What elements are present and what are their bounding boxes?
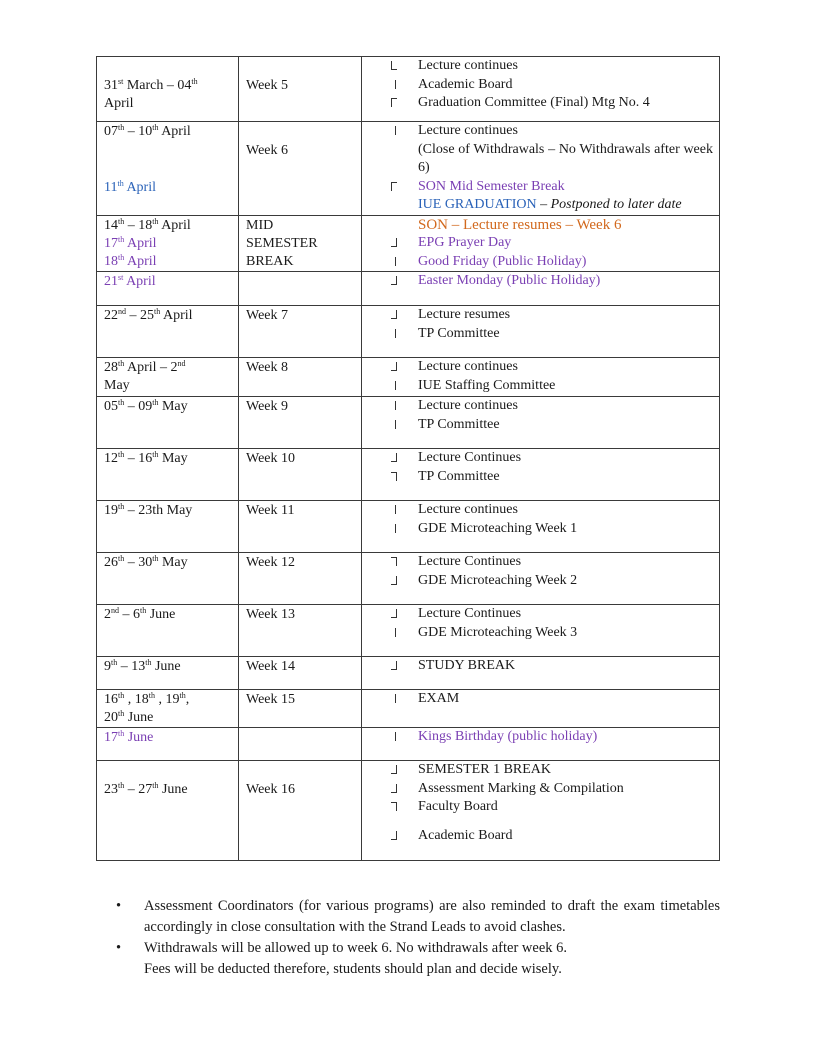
activity-item	[362, 234, 713, 253]
week-cell	[239, 657, 362, 690]
checkbox-icon	[395, 80, 401, 89]
schedule-row	[97, 272, 720, 306]
checkbox-icon	[391, 182, 397, 191]
activity-item	[362, 272, 713, 291]
activity-item	[362, 520, 713, 539]
date-cell	[97, 358, 239, 397]
week-text: Week 11	[246, 503, 295, 518]
checkbox-icon	[395, 381, 401, 390]
week-text: SEMESTER	[246, 235, 318, 251]
activity-item	[362, 501, 713, 520]
activity-text: TP Committee	[418, 325, 500, 341]
week-cell	[239, 358, 362, 397]
date-text: 11th April	[104, 179, 156, 195]
activity-item	[362, 306, 713, 325]
checkbox-icon	[391, 453, 397, 462]
activities-cell	[362, 57, 720, 122]
date-cell	[97, 449, 239, 501]
activity-text: SON – Lecture resumes – Week 6	[418, 216, 622, 233]
activity-item	[362, 657, 713, 676]
schedule-row	[97, 605, 720, 657]
activity-text: Lecture continues	[418, 398, 518, 413]
activity-item	[362, 416, 713, 435]
activity-item	[362, 57, 713, 76]
date-text: 14th – 18th April	[104, 216, 191, 233]
activity-item	[362, 178, 713, 197]
activity-text: Easter Monday (Public Holiday)	[418, 273, 601, 288]
date-cell	[97, 215, 239, 272]
activities-cell	[362, 657, 720, 690]
activity-item	[362, 377, 713, 396]
date-text: 26th – 30th May	[104, 554, 188, 570]
week-text: Week 15	[246, 692, 296, 707]
week-cell	[239, 690, 362, 728]
activity-text: Lecture continues	[418, 502, 518, 517]
note-item	[112, 896, 720, 938]
week-text: BREAK	[246, 253, 294, 269]
date-text: 18th April	[104, 252, 157, 269]
activity-text: Assessment Marking & Compilation	[418, 780, 624, 796]
activity-item	[362, 196, 713, 215]
activity-text: TP Committee	[418, 468, 500, 484]
activities-cell	[362, 272, 720, 306]
schedule-row	[97, 397, 720, 449]
checkbox-icon	[395, 628, 401, 637]
activity-text: EXAM	[418, 691, 460, 706]
date-text: 21st April	[104, 273, 156, 289]
checkbox-icon	[395, 329, 401, 338]
checkbox-icon	[391, 661, 397, 670]
date-cell	[97, 57, 239, 122]
checkbox-icon	[391, 831, 397, 840]
activities-cell	[362, 358, 720, 397]
activity-item	[362, 553, 713, 572]
schedule-row	[97, 761, 720, 861]
checkbox-icon	[391, 98, 397, 107]
date-cell	[97, 605, 239, 657]
checkbox-icon	[395, 505, 401, 514]
date-text: May	[104, 378, 130, 393]
activity-item	[362, 325, 713, 344]
activities-cell	[362, 728, 720, 761]
activities-cell	[362, 605, 720, 657]
week-cell	[239, 728, 362, 761]
activity-item	[362, 397, 713, 416]
date-cell	[97, 690, 239, 728]
date-text: 17th June	[104, 729, 154, 745]
week-cell	[239, 761, 362, 861]
date-text: 16th , 18th , 19th,	[104, 691, 190, 707]
activity-item	[362, 690, 713, 709]
checkbox-icon	[391, 609, 397, 618]
week-cell	[239, 57, 362, 122]
week-cell	[239, 397, 362, 449]
schedule-row	[97, 215, 720, 272]
activity-text: Lecture Continues	[418, 450, 522, 465]
week-text: Week 10	[246, 451, 296, 466]
activity-text: Kings Birthday (public holiday)	[418, 729, 598, 744]
activity-item	[362, 827, 713, 846]
activity-item	[362, 358, 713, 377]
note-text: Withdrawals will be allowed up to week 6. No withdrawals after week 6.	[144, 940, 568, 956]
date-cell	[97, 306, 239, 358]
week-text: Week 14	[246, 659, 296, 674]
schedule-row	[97, 553, 720, 605]
checkbox-icon	[391, 238, 397, 247]
week-text: Week 16	[246, 782, 296, 797]
date-text: 23th – 27th June	[104, 781, 188, 797]
date-text: April	[104, 96, 134, 111]
notes-list	[112, 896, 720, 980]
schedule-row	[97, 728, 720, 761]
activity-item	[362, 216, 713, 235]
checkbox-icon	[391, 472, 397, 481]
schedule-table	[96, 56, 720, 861]
activity-text: Lecture continues	[418, 123, 518, 138]
activity-text: Lecture Continues	[418, 606, 522, 621]
checkbox-icon	[395, 257, 401, 266]
date-cell	[97, 272, 239, 306]
date-text: 9th – 13th June	[104, 658, 181, 674]
activity-item	[362, 780, 713, 799]
date-cell	[97, 657, 239, 690]
date-cell	[97, 397, 239, 449]
checkbox-icon	[391, 61, 397, 70]
activities-cell	[362, 449, 720, 501]
checkbox-icon	[391, 765, 397, 774]
date-text: 19th – 23th May	[104, 502, 193, 518]
checkbox-icon	[391, 362, 397, 371]
date-cell	[97, 553, 239, 605]
activities-cell	[362, 501, 720, 553]
activity-item	[362, 449, 713, 468]
date-cell	[97, 501, 239, 553]
activity-text: Lecture Continues	[418, 554, 522, 569]
activity-text: Faculty Board	[418, 799, 498, 814]
activities-cell	[362, 215, 720, 272]
week-cell	[239, 605, 362, 657]
date-text: 17th April	[104, 234, 157, 251]
week-cell	[239, 306, 362, 358]
activities-cell	[362, 761, 720, 861]
week-text: Week 13	[246, 607, 296, 622]
bullet-glyph: •	[116, 940, 122, 956]
week-text: Week 5	[246, 78, 289, 93]
activity-text: Lecture continues	[418, 58, 518, 73]
checkbox-icon	[391, 557, 397, 566]
checkbox-icon	[391, 276, 397, 285]
checkbox-icon	[391, 310, 397, 319]
week-cell	[239, 122, 362, 216]
activity-item	[362, 572, 713, 591]
week-text: Week 9	[246, 399, 289, 414]
activity-text: Graduation Committee (Final) Mtg No. 4	[418, 95, 650, 110]
checkbox-icon	[391, 802, 397, 811]
week-text: Week 6	[246, 143, 289, 158]
week-text: MID	[246, 217, 274, 233]
activities-cell	[362, 397, 720, 449]
date-text: 07th – 10th April	[104, 123, 191, 139]
date-text: 31st March – 04th	[104, 77, 198, 93]
activities-cell	[362, 553, 720, 605]
activity-text: Good Friday (Public Holiday)	[418, 253, 587, 269]
checkbox-icon	[395, 694, 401, 703]
checkbox-icon	[395, 524, 401, 533]
activity-text: TP Committee	[418, 416, 500, 432]
week-cell	[239, 501, 362, 553]
week-text: Week 8	[246, 360, 289, 375]
schedule-row	[97, 449, 720, 501]
activities-cell	[362, 122, 720, 216]
schedule-row	[97, 657, 720, 690]
date-text: 05th – 09th May	[104, 398, 188, 414]
activity-item	[362, 122, 713, 141]
checkbox-icon	[395, 420, 401, 429]
activity-text: Academic Board	[418, 827, 513, 843]
activity-text: IUE GRADUATION – Postponed to later date	[418, 197, 682, 212]
schedule-row	[97, 690, 720, 728]
activity-text: Lecture continues	[418, 359, 518, 374]
schedule-row	[97, 358, 720, 397]
activity-item	[362, 253, 713, 272]
activities-cell	[362, 306, 720, 358]
note-item	[112, 938, 720, 980]
activity-text: EPG Prayer Day	[418, 235, 512, 250]
week-cell	[239, 449, 362, 501]
date-cell	[97, 728, 239, 761]
date-text: 2nd – 6th June	[104, 606, 176, 622]
checkbox-icon	[391, 576, 397, 585]
activity-item	[362, 761, 713, 780]
activity-item	[362, 728, 713, 747]
week-cell	[239, 215, 362, 272]
date-text: 20th June	[104, 709, 154, 725]
activity-item	[362, 798, 713, 817]
activity-text: (Close of Withdrawals – No Withdrawals after week 6)	[418, 141, 713, 175]
date-text: 22nd – 25th April	[104, 307, 193, 323]
activity-text: STUDY BREAK	[418, 658, 516, 673]
note-text: Fees will be deducted therefore, students should plan and decide wisely.	[144, 961, 562, 977]
checkbox-icon	[395, 126, 401, 135]
date-cell	[97, 122, 239, 216]
week-cell	[239, 272, 362, 306]
activity-text: Academic Board	[418, 76, 513, 92]
checkbox-icon	[395, 732, 401, 741]
activity-text: Lecture resumes	[418, 307, 511, 322]
activity-item	[362, 76, 713, 95]
checkbox-icon	[391, 784, 397, 793]
activity-text: GDE Microteaching Week 2	[418, 572, 578, 588]
schedule-row	[97, 501, 720, 553]
activity-text: IUE Staffing Committee	[418, 377, 556, 393]
activity-item	[362, 141, 713, 178]
date-text: 28th April – 2nd	[104, 359, 186, 375]
activity-text: GDE Microteaching Week 1	[418, 520, 578, 536]
date-cell	[97, 761, 239, 861]
checkbox-icon	[395, 401, 401, 410]
date-text: 12th – 16th May	[104, 450, 188, 466]
note-text: Assessment Coordinators (for various programs) are also reminded to draft the exam timetables accordingly in close consultation with the Strand Leads to avoid clashes.	[144, 898, 720, 935]
schedule-body	[97, 57, 720, 861]
schedule-row	[97, 306, 720, 358]
activity-item	[362, 605, 713, 624]
week-text: Week 7	[246, 308, 289, 323]
schedule-row	[97, 57, 720, 122]
activity-item	[362, 94, 713, 113]
activity-item	[362, 468, 713, 487]
activity-item	[362, 624, 713, 643]
week-text: Week 12	[246, 555, 296, 570]
activities-cell	[362, 690, 720, 728]
week-cell	[239, 553, 362, 605]
activity-text: SEMESTER 1 BREAK	[418, 762, 552, 777]
activity-text: SON Mid Semester Break	[418, 178, 565, 194]
activity-text: GDE Microteaching Week 3	[418, 624, 578, 640]
bullet-glyph: •	[116, 898, 122, 914]
schedule-row	[97, 122, 720, 216]
